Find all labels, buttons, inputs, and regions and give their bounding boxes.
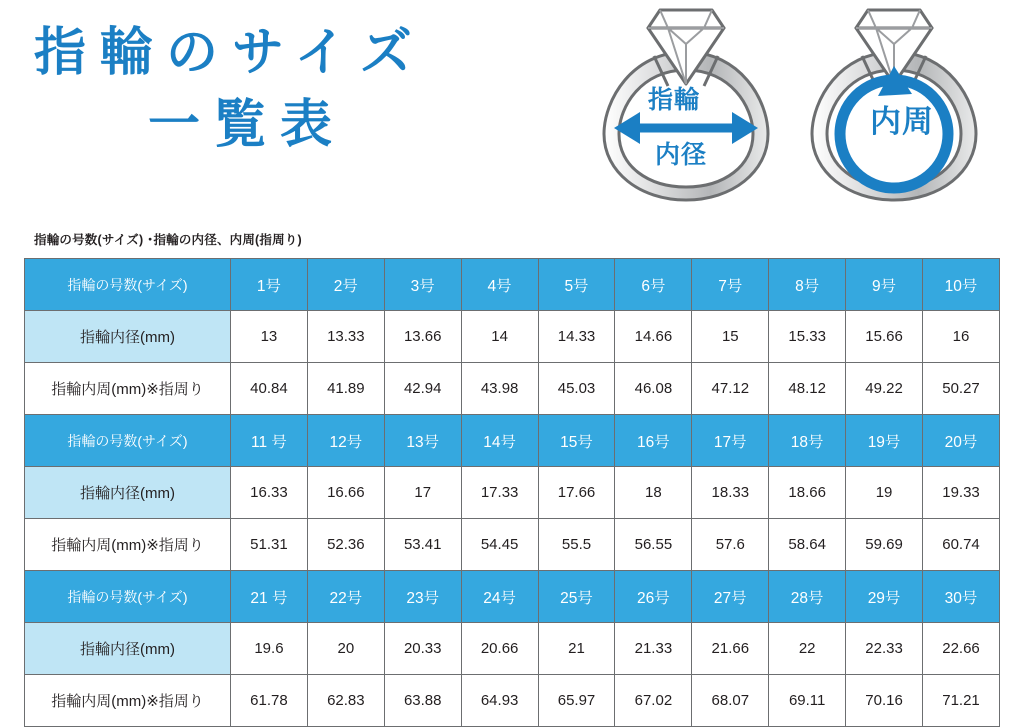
row-header-size: 指輪の号数(サイズ)	[25, 259, 231, 311]
table-row	[25, 311, 1000, 363]
cell-inner-circumference: 60.74	[923, 519, 1000, 571]
row-header-size: 指輪の号数(サイズ)	[25, 571, 231, 623]
cell-inner-circumference: 50.27	[923, 363, 1000, 415]
cell-inner-circumference: 61.78	[231, 675, 308, 727]
cell-size: 30号	[923, 571, 1000, 623]
cell-size: 17号	[692, 415, 769, 467]
cell-size: 29号	[846, 571, 923, 623]
cell-size: 3号	[384, 259, 461, 311]
cell-inner-diameter: 16.66	[307, 467, 384, 519]
cell-inner-diameter: 21	[538, 623, 615, 675]
cell-inner-circumference: 69.11	[769, 675, 846, 727]
cell-inner-circumference: 41.89	[307, 363, 384, 415]
cell-inner-circumference: 62.83	[307, 675, 384, 727]
cell-inner-diameter: 14.66	[615, 311, 692, 363]
cell-inner-circumference: 58.64	[769, 519, 846, 571]
row-header-inner-diameter: 指輪内径(mm)	[25, 467, 231, 519]
cell-size: 13号	[384, 415, 461, 467]
cell-inner-diameter: 19.6	[231, 623, 308, 675]
cell-size: 10号	[923, 259, 1000, 311]
cell-inner-circumference: 43.98	[461, 363, 538, 415]
cell-inner-circumference: 57.6	[692, 519, 769, 571]
cell-inner-diameter: 13	[231, 311, 308, 363]
cell-size: 2号	[307, 259, 384, 311]
cell-inner-circumference: 63.88	[384, 675, 461, 727]
cell-size: 18号	[769, 415, 846, 467]
cell-inner-diameter: 15.33	[769, 311, 846, 363]
cell-inner-diameter: 18	[615, 467, 692, 519]
row-header-inner-diameter: 指輪内径(mm)	[25, 311, 231, 363]
cell-inner-circumference: 40.84	[231, 363, 308, 415]
cell-inner-circumference: 48.12	[769, 363, 846, 415]
cell-size: 14号	[461, 415, 538, 467]
ring-size-table-container	[24, 258, 1000, 727]
cell-inner-circumference: 67.02	[615, 675, 692, 727]
cell-inner-circumference: 71.21	[923, 675, 1000, 727]
cell-size: 27号	[692, 571, 769, 623]
cell-size: 12号	[307, 415, 384, 467]
cell-inner-diameter: 17	[384, 467, 461, 519]
row-header-inner-diameter: 指輪内径(mm)	[25, 623, 231, 675]
page-title-line-2: 一覧表	[148, 95, 347, 154]
cell-inner-circumference: 42.94	[384, 363, 461, 415]
cell-inner-circumference: 49.22	[846, 363, 923, 415]
cell-size: 21 号	[231, 571, 308, 623]
cell-inner-diameter: 15.66	[846, 311, 923, 363]
table-row	[25, 519, 1000, 571]
cell-inner-diameter: 20	[307, 623, 384, 675]
cell-size: 19号	[846, 415, 923, 467]
cell-inner-circumference: 54.45	[461, 519, 538, 571]
cell-size: 28号	[769, 571, 846, 623]
cell-inner-diameter: 18.66	[769, 467, 846, 519]
cell-inner-circumference: 65.97	[538, 675, 615, 727]
cell-size: 9号	[846, 259, 923, 311]
row-header-inner-circumference: 指輪内周(mm)※指周り	[25, 363, 231, 415]
cell-inner-circumference: 70.16	[846, 675, 923, 727]
cell-size: 20号	[923, 415, 1000, 467]
page-header	[0, 0, 1024, 218]
table-row	[25, 571, 1000, 623]
cell-size: 5号	[538, 259, 615, 311]
cell-size: 7号	[692, 259, 769, 311]
cell-size: 11 号	[231, 415, 308, 467]
cell-inner-diameter: 19	[846, 467, 923, 519]
cell-inner-diameter: 22	[769, 623, 846, 675]
cell-inner-diameter: 20.33	[384, 623, 461, 675]
cell-inner-circumference: 47.12	[692, 363, 769, 415]
cell-size: 15号	[538, 415, 615, 467]
cell-size: 16号	[615, 415, 692, 467]
cell-inner-diameter: 22.66	[923, 623, 1000, 675]
ring-inner-diameter-label-line1: 指輪	[648, 86, 701, 114]
cell-size: 22号	[307, 571, 384, 623]
cell-inner-diameter: 16.33	[231, 467, 308, 519]
cell-inner-circumference: 56.55	[615, 519, 692, 571]
cell-inner-circumference: 46.08	[615, 363, 692, 415]
row-header-size: 指輪の号数(サイズ)	[25, 415, 231, 467]
cell-size: 4号	[461, 259, 538, 311]
cell-inner-diameter: 22.33	[846, 623, 923, 675]
cell-inner-diameter: 19.33	[923, 467, 1000, 519]
cell-inner-circumference: 55.5	[538, 519, 615, 571]
cell-inner-diameter: 13.33	[307, 311, 384, 363]
cell-inner-diameter: 21.66	[692, 623, 769, 675]
cell-inner-diameter: 18.33	[692, 467, 769, 519]
table-caption: 指輪の号数(サイズ) ･指輪の内径、内周(指周り)	[34, 233, 302, 247]
cell-inner-circumference: 68.07	[692, 675, 769, 727]
cell-size: 25号	[538, 571, 615, 623]
cell-inner-circumference: 64.93	[461, 675, 538, 727]
row-header-inner-circumference: 指輪内周(mm)※指周り	[25, 519, 231, 571]
cell-size: 1号	[231, 259, 308, 311]
cell-inner-diameter: 17.33	[461, 467, 538, 519]
table-row	[25, 467, 1000, 519]
cell-size: 26号	[615, 571, 692, 623]
cell-inner-diameter: 21.33	[615, 623, 692, 675]
page-title	[28, 18, 588, 162]
cell-inner-circumference: 53.41	[384, 519, 461, 571]
cell-inner-diameter: 13.66	[384, 311, 461, 363]
cell-inner-circumference: 45.03	[538, 363, 615, 415]
cell-size: 23号	[384, 571, 461, 623]
ring-inner-circumference-label: 内周	[870, 104, 934, 139]
table-row	[25, 259, 1000, 311]
cell-inner-diameter: 14	[461, 311, 538, 363]
cell-inner-circumference: 52.36	[307, 519, 384, 571]
cell-inner-circumference: 59.69	[846, 519, 923, 571]
ring-size-table-body	[25, 259, 1000, 727]
cell-size: 24号	[461, 571, 538, 623]
ring-inner-diameter-label-line2: 内径	[655, 141, 708, 169]
table-row	[25, 363, 1000, 415]
cell-inner-diameter: 14.33	[538, 311, 615, 363]
table-row	[25, 675, 1000, 727]
ring-size-table	[24, 258, 1000, 727]
cell-size: 6号	[615, 259, 692, 311]
cell-inner-diameter: 16	[923, 311, 1000, 363]
table-row	[25, 415, 1000, 467]
cell-size: 8号	[769, 259, 846, 311]
cell-inner-diameter: 15	[692, 311, 769, 363]
cell-inner-circumference: 51.31	[231, 519, 308, 571]
page-title-line-1: 指輪のサイズ	[34, 24, 426, 82]
row-header-inner-circumference: 指輪内周(mm)※指周り	[25, 675, 231, 727]
cell-inner-diameter: 20.66	[461, 623, 538, 675]
cell-inner-diameter: 17.66	[538, 467, 615, 519]
table-row	[25, 623, 1000, 675]
